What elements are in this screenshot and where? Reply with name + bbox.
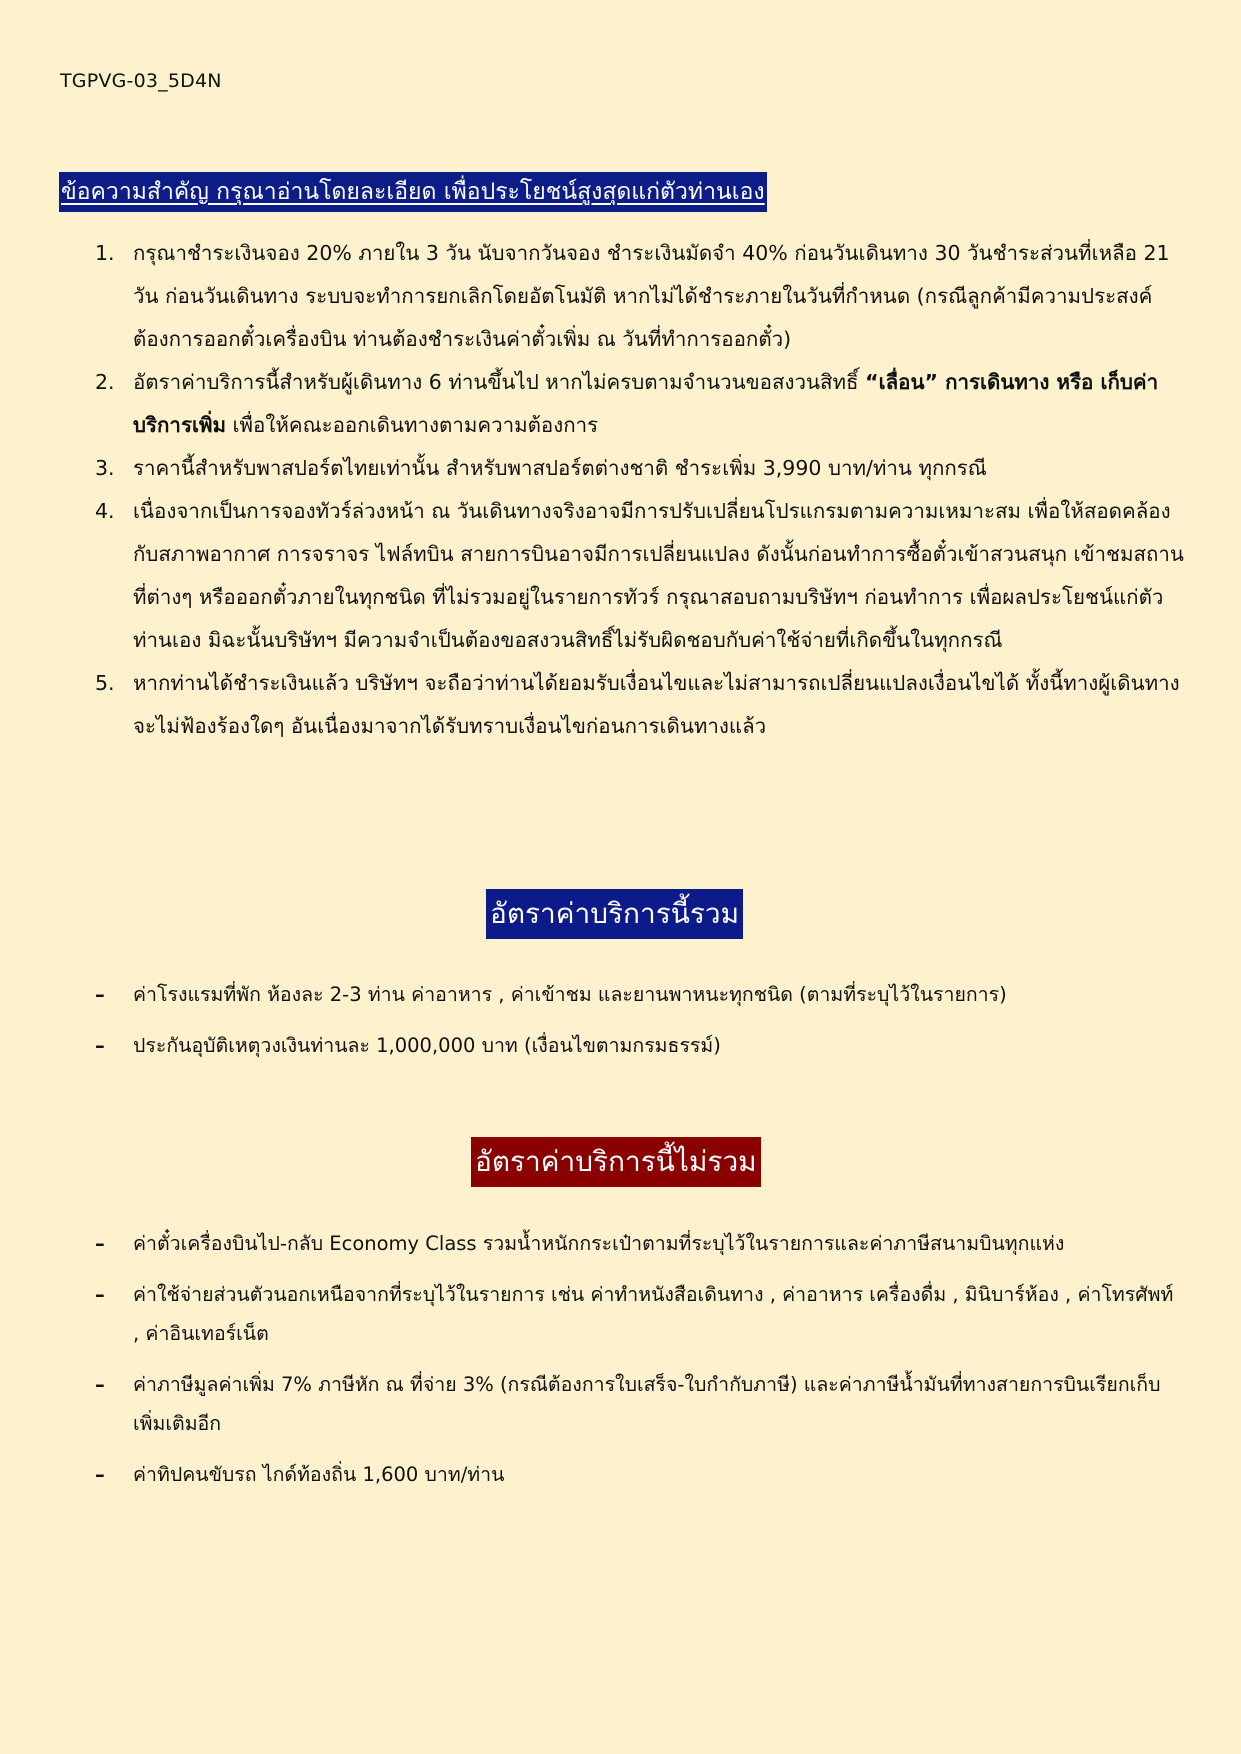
list-item	[95, 975, 1185, 1014]
important-notice-heading: ข้อความสำคัญ กรุณาอ่านโดยละเอียด เพื่อประโยชน์สูงสุดแก่ตัวท่านเอง	[59, 172, 767, 212]
excluded-item-text: ค่าภาษีมูลค่าเพิ่ม 7% ภาษีหัก ณ ที่จ่าย 3% (กรณีต้องการใบเสร็จ-ใบกำกับภาษี) และค่าภาษีน้ำมันที่ทางสายการบินเรียกเก็บเพิ่มเติมอีก	[133, 1373, 1161, 1435]
note-text: เนื่องจากเป็นการจองทัวร์ล่วงหน้า ณ วันเดินทางจริงอาจมีการปรับเปลี่ยนโปรแกรมตามความเหมาะสม เพื่อให้สอดคล้องกับสภาพอากาศ การจราจร ไฟล์ทบิน สายการบินอาจมีการเปลี่ยนแปลง ดังนั้นก่อนทำการซื้อตั๋วเข้าสวนสนุก เข้าชมสถานที่ต่างๆ หรือออกตั๋วภายในทุกชนิด ที่ไม่รวมอยู่ในรายการทัวร์ กรุณาสอบถามบริษัทฯ ก่อนทำการ เพื่อผลประโยชน์แก่ตัวท่านเอง มิฉะนั้นบริษัทฯ มีความจำเป็นต้องขอสงวนสิทธิ์ไม่รับผิดชอบกับค่าใช้จ่ายที่เกิดขึ้นในทุกกรณี	[133, 499, 1184, 652]
note-number: 3.	[95, 456, 115, 480]
included-section-title: อัตราค่าบริการนี้รวม	[486, 889, 743, 939]
list-item	[95, 1026, 1185, 1065]
included-list	[95, 975, 1185, 1077]
note-bold-text: “เลื่อน” การเดินทาง หรือ เก็บค่าบริการเพิ่ม	[133, 370, 1159, 437]
list-item	[95, 1224, 1185, 1263]
note-number: 2.	[95, 370, 115, 394]
excluded-section-title: อัตราค่าบริการนี้ไม่รวม	[471, 1137, 761, 1187]
note-item	[95, 662, 1185, 748]
excluded-item-text: ค่าทิปคนขับรถ ไกด์ท้องถิ่น 1,600 บาท/ท่าน	[133, 1463, 505, 1486]
note-number: 4.	[95, 499, 115, 523]
excluded-list	[95, 1224, 1185, 1506]
excluded-item-text: ค่าตั๋วเครื่องบินไป-กลับ Economy Class รวมน้ำหนักกระเป๋าตามที่ระบุไว้ในรายการและค่าภาษีสนามบินทุกแห่ง	[133, 1232, 1065, 1255]
bullet-dash: –	[95, 1034, 105, 1057]
note-text: ราคานี้สำหรับพาสปอร์ตไทยเท่านั้น สำหรับพาสปอร์ตต่างชาติ ชำระเพิ่ม 3,990 บาท/ท่าน ทุกกรณี	[133, 456, 987, 480]
list-item	[95, 1455, 1185, 1494]
bullet-dash: –	[95, 983, 105, 1006]
note-item	[95, 361, 1185, 447]
list-item	[95, 1275, 1185, 1353]
bullet-dash: –	[95, 1373, 105, 1396]
document-code: TGPVG-03_5D4N	[60, 70, 222, 92]
note-number: 1.	[95, 241, 115, 265]
included-item-text: ประกันอุบัติเหตุวงเงินท่านละ 1,000,000 บาท (เงื่อนไขตามกรมธรรม์)	[133, 1034, 721, 1057]
note-item	[95, 490, 1185, 662]
note-number: 5.	[95, 671, 115, 695]
note-item	[95, 232, 1185, 361]
note-item	[95, 447, 1185, 490]
list-item	[95, 1365, 1185, 1443]
note-text: กรุณาชำระเงินจอง 20% ภายใน 3 วัน นับจากวันจอง ชำระเงินมัดจำ 40% ก่อนวันเดินทาง 30 วันชำระส่วนที่เหลือ 21 วัน ก่อนวันเดินทาง ระบบจะทำการยกเลิกโดยอัตโนมัติ หากไม่ได้ชำระภายในวันที่กำหนด (กรณีลูกค้ามีความประสงค์ต้องการออกตั๋วเครื่องบิน ท่านต้องชำระเงินค่าตั๋วเพิ่ม ณ วันที่ทำการออกตั๋ว)	[133, 241, 1170, 351]
excluded-item-text: ค่าใช้จ่ายส่วนตัวนอกเหนือจากที่ระบุไว้ในรายการ เช่น ค่าทำหนังสือเดินทาง , ค่าอาหาร เครื่องดื่ม , มินิบาร์ห้อง , ค่าโทรศัพท์ , ค่าอินเทอร์เน็ต	[133, 1283, 1174, 1345]
note-text	[133, 361, 1185, 447]
bullet-dash: –	[95, 1232, 105, 1255]
note-text: หากท่านได้ชำระเงินแล้ว บริษัทฯ จะถือว่าท่านได้ยอมรับเงื่อนไขและไม่สามารถเปลี่ยนแปลงเงื่อนไขได้ ทั้งนี้ทางผู้เดินทางจะไม่ฟ้องร้องใดๆ อันเนื่องมาจากได้รับทราบเงื่อนไขก่อนการเดินทางแล้ว	[133, 671, 1180, 738]
included-item-text: ค่าโรงแรมที่พัก ห้องละ 2-3 ท่าน ค่าอาหาร , ค่าเข้าชม และยานพาหนะทุกชนิด (ตามที่ระบุไว้ในรายการ)	[133, 983, 1007, 1006]
bullet-dash: –	[95, 1463, 105, 1486]
important-notes-list	[95, 232, 1185, 748]
bullet-dash: –	[95, 1283, 105, 1306]
note-text-part: อัตราค่าบริการนี้สำหรับผู้เดินทาง 6 ท่านขึ้นไป หากไม่ครบตามจำนวนขอสงวนสิทธิ์	[133, 370, 866, 394]
note-text-part: เพื่อให้คณะออกเดินทางตามความต้องการ	[226, 413, 599, 437]
